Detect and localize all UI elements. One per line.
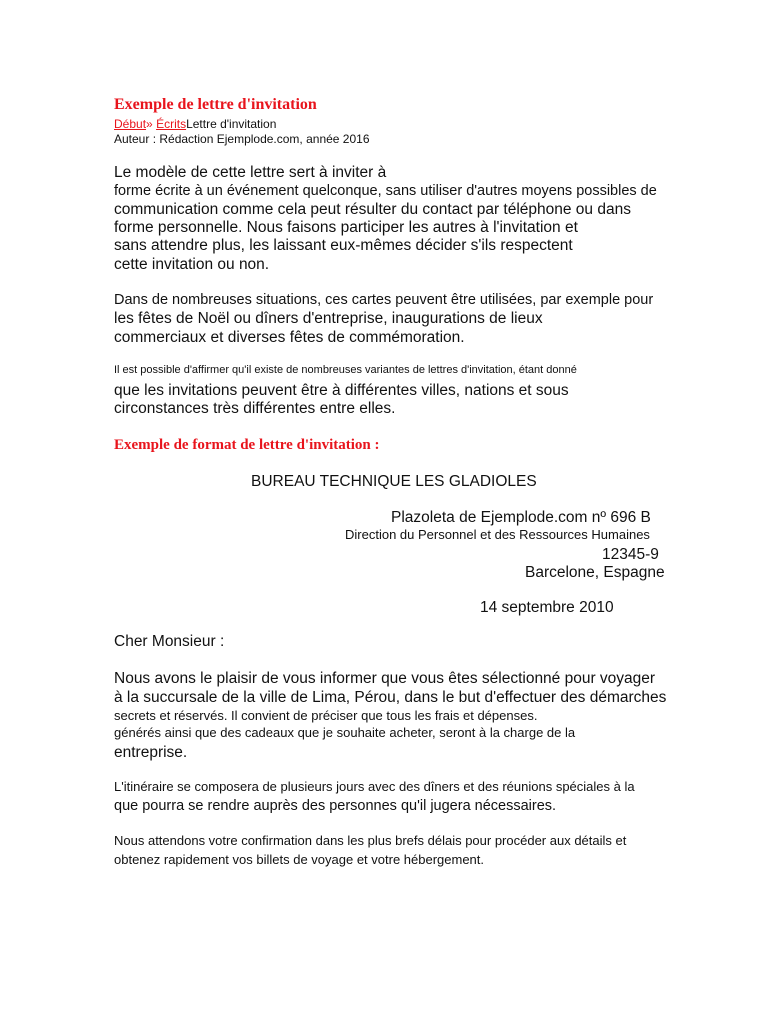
letter-date: 14 septembre 2010	[480, 599, 614, 616]
format-heading: Exemple de format de lettre d'invitation :	[114, 437, 380, 453]
intro-line-3: communication comme cela peut résulter du contact par téléphone ou dans	[114, 201, 631, 218]
body2-line-1: L'itinéraire se composera de plusieurs jours avec des dîners et des réunions spéciales à la	[114, 779, 635, 794]
breadcrumb	[114, 117, 276, 131]
usage-line-3: commerciaux et diverses fêtes de commémoration.	[114, 329, 465, 346]
city: Barcelone, Espagne	[525, 564, 665, 581]
variants-line-1: Il est possible d'affirmer qu'il existe de nombreuses variantes de lettres d'invitation, étant donné	[114, 364, 577, 376]
usage-line-1: Dans de nombreuses situations, ces cartes peuvent être utilisées, par exemple pour	[114, 292, 654, 308]
breadcrumb-current: Lettre d'invitation	[186, 117, 277, 131]
body1-line-2: à la succursale de la ville de Lima, Pérou, dans le but d'effectuer des démarches	[114, 689, 667, 706]
department-line: Direction du Personnel et des Ressources Humaines	[345, 527, 650, 542]
body1-line-4: générés ainsi que des cadeaux que je souhaite acheter, seront à la charge de la	[114, 725, 576, 740]
intro-line-1: Le modèle de cette lettre sert à inviter à	[114, 164, 387, 181]
variants-line-3: circonstances très différentes entre elles.	[114, 400, 396, 417]
usage-line-2: les fêtes de Noël ou dîners d'entreprise, inaugurations de lieux	[114, 310, 543, 327]
breadcrumb-home-link[interactable]: Début	[114, 117, 147, 131]
salutation: Cher Monsieur :	[114, 633, 225, 650]
body1-line-1: Nous avons le plaisir de vous informer que vous êtes sélectionné pour voyager	[114, 670, 656, 687]
body2-line-2: que pourra se rendre auprès des personnes qu'il jugera nécessaires.	[114, 798, 557, 814]
company-name: BUREAU TECHNIQUE LES GLADIOLES	[251, 473, 537, 490]
body3-line-1: Nous attendons votre confirmation dans les plus brefs délais pour procéder aux détails et	[114, 833, 627, 848]
variants-line-2: que les invitations peuvent être à différentes villes, nations et sous	[114, 382, 569, 399]
intro-line-2: forme écrite à un événement quelconque, sans utiliser d'autres moyens possibles de	[114, 183, 657, 199]
intro-line-6: cette invitation ou non.	[114, 256, 270, 273]
body1-line-3: secrets et réservés. Il convient de préciser que tous les frais et dépenses.	[114, 708, 538, 723]
author-line: Auteur : Rédaction Ejemplode.com, année 2016	[114, 132, 370, 146]
breadcrumb-section-link[interactable]: Écrits	[156, 117, 187, 131]
postal-code: 12345-9	[602, 546, 659, 563]
intro-line-5: sans attendre plus, les laissant eux-mêmes décider s'ils respectent	[114, 237, 573, 254]
breadcrumb-separator: »	[146, 117, 153, 131]
page-title: Exemple de lettre d'invitation	[114, 96, 317, 113]
intro-line-4: forme personnelle. Nous faisons participer les autres à l'invitation et	[114, 219, 578, 236]
body3-line-2: obtenez rapidement vos billets de voyage et votre hébergement.	[114, 852, 485, 867]
address-line: Plazoleta de Ejemplode.com nº 696 B	[391, 509, 651, 526]
body1-line-5: entreprise.	[114, 744, 188, 761]
